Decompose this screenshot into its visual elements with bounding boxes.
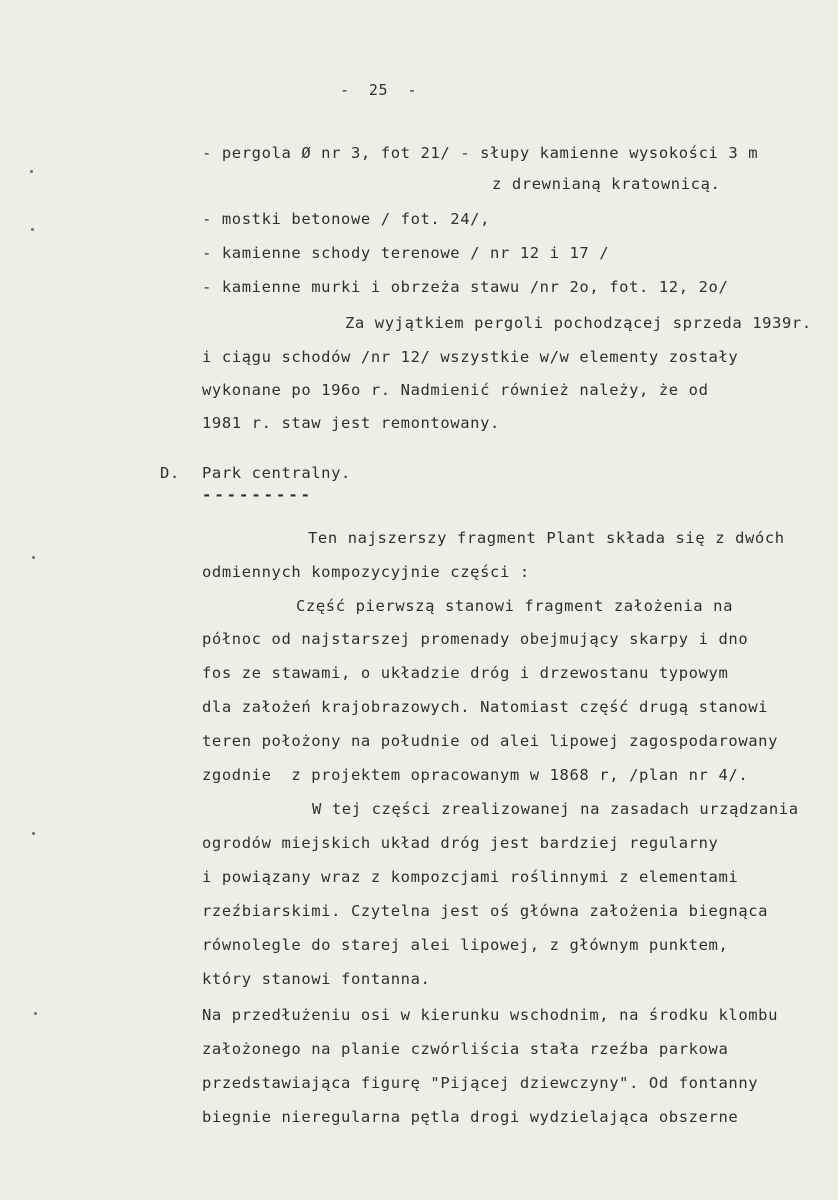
list-item-murki: - kamienne murki i obrzeża stawu /nr 2o, fot. 12, 2o/ [202,278,729,296]
paragraph-5-line-2: założonego na planie czwórliścia stała rzeźba parkowa [202,1040,729,1058]
paragraph-4-line-3: i powiązany wraz z kompozcjami roślinnymi z elementami [202,868,739,886]
paragraph-4-line-6: który stanowi fontanna. [202,970,431,988]
list-item-pergola: - pergola Ø nr 3, fot 21/ - słupy kamienne wysokości 3 m [202,144,759,162]
paragraph-5-line-1: Na przedłużeniu osi w kierunku wschodnim, na środku klombu [202,1006,779,1024]
paragraph-3-line-3: fos ze stawami, o układzie dróg i drzewostanu typowym [202,664,729,682]
margin-speck [30,170,33,173]
section-title: Park centralny. [202,464,351,482]
margin-speck [34,1012,37,1015]
paragraph-1-line-3: wykonane po 196o r. Nadmienić również należy, że od [202,381,709,399]
paragraph-4-line-2: ogrodów miejskich układ dróg jest bardziej regularny [202,834,719,852]
margin-speck [31,228,34,231]
paragraph-1-line-4: 1981 r. staw jest remontowany. [202,414,500,432]
paragraph-4-line-1: W tej części zrealizowanej na zasadach urządzania [312,800,799,818]
list-item-mostki: - mostki betonowe / fot. 24/, [202,210,491,228]
margin-speck [32,556,35,559]
paragraph-5-line-3: przedstawiająca figurę "Pijącej dziewczyny". Od fontanny [202,1074,759,1092]
paragraph-3-line-4: dla założeń krajobrazowych. Natomiast część drugą stanowi [202,698,769,716]
page-number: - 25 - [340,81,418,99]
section-title-underline: --------- [202,486,313,504]
list-item-pergola-continuation: z drewnianą kratownicą. [492,175,721,193]
paragraph-1-line-2: i ciągu schodów /nr 12/ wszystkie w/w elementy zostały [202,348,739,366]
paragraph-3-line-1: Część pierwszą stanowi fragment założenia na [296,597,733,615]
paragraph-2-line-2: odmiennych kompozycyjnie części : [202,563,530,581]
paragraph-3-line-5: teren położony na południe od alei lipowej zagospodarowany [202,732,779,750]
section-letter: D. [160,464,180,482]
paragraph-3-line-2: północ od najstarszej promenady obejmujący skarpy i dno [202,630,749,648]
list-item-schody: - kamienne schody terenowe / nr 12 i 17 / [202,244,610,262]
margin-speck [32,832,35,835]
paragraph-2-line-1: Ten najszerszy fragment Plant składa się z dwóch [308,529,785,547]
paragraph-1-line-1: Za wyjątkiem pergoli pochodzącej sprzeda 1939r. [345,314,812,332]
paragraph-3-line-6: zgodnie z projektem opracowanym w 1868 r, /plan nr 4/. [202,766,749,784]
paragraph-4-line-5: równolegle do starej alei lipowej, z głównym punktem, [202,936,729,954]
paragraph-4-line-4: rzeźbiarskimi. Czytelna jest oś główna założenia biegnąca [202,902,769,920]
paragraph-5-line-4: biegnie nieregularna pętla drogi wydzielająca obszerne [202,1108,739,1126]
